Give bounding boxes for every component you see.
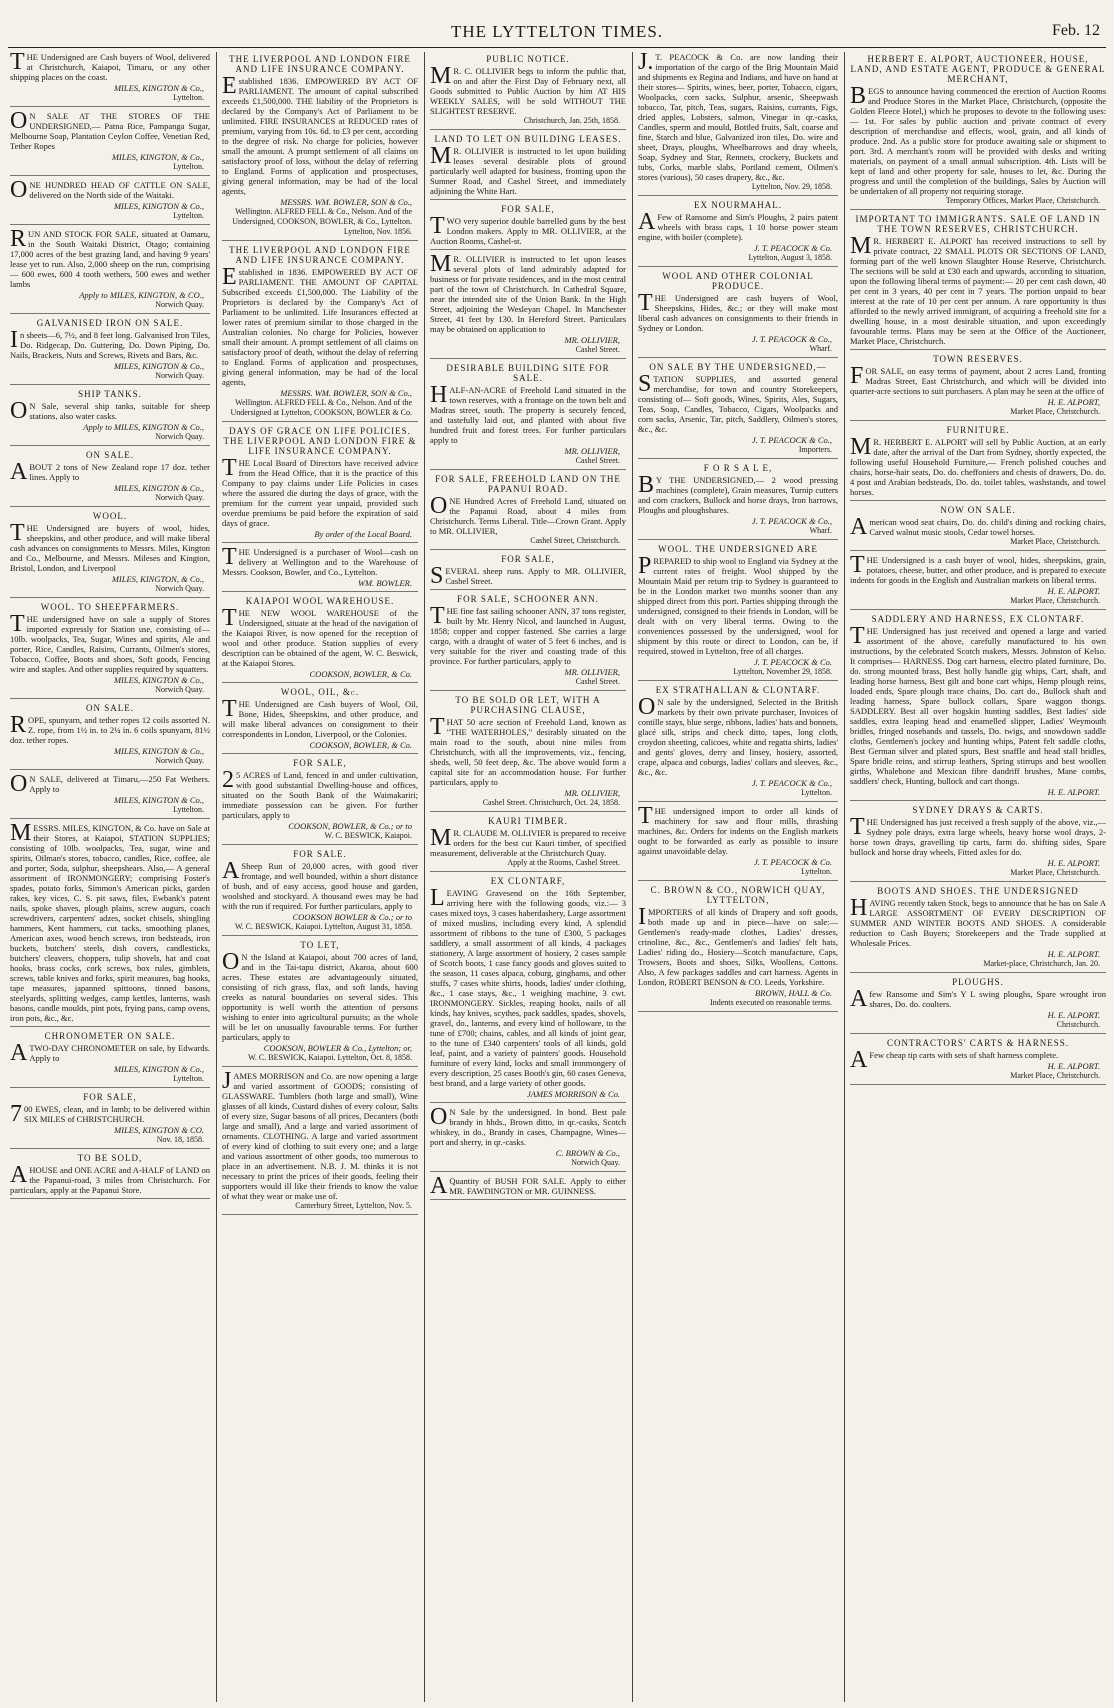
advertisement xyxy=(10,389,210,446)
ad-location: Canterbury Street, Lyttelton, Nov. 5. xyxy=(295,1201,412,1210)
ad-signature: COOKSON, BOWLER, & Co. xyxy=(309,669,412,679)
ad-heading: SADDLERY AND HARNESS, EX CLONTARF. xyxy=(871,614,1085,624)
ad-heading: LAND TO LET ON BUILDING LEASES. xyxy=(434,134,622,144)
advertisement xyxy=(638,271,838,358)
ad-location: Norwich Quay. xyxy=(155,493,204,502)
ad-heading: CHRONOMETER ON SALE. xyxy=(44,1031,176,1041)
ad-body: STATION SUPPLIES, and assorted general merchandise, for town and country Storekeepers, consisting of— Soft goods, Wines, Spirits, Ales, Sugars, Teas, Soap, Candles, Tobacco, Cigars, Woolpacks and corn sacks, Arsenic, Tar, pitch, Saddlery, Oilmen's stores, &c., &c. xyxy=(638,371,838,434)
ad-body: THE Undersigned are Cash buyers of Wool, delivered at Christchurch, Kaiapoi, Timaru, or any other shipping places on the coast. xyxy=(10,52,210,82)
ad-body: Established in 1836. EMPOWERED BY ACT OF PARLIAMENT. THE AMOUNT OF CAPITAL Subscribed exceeds £1,500,000. The Liability of the Proprietors is declared by the Company's Act of Parliament to be unlimited. Life Insurances effected at lower rates of premium similar to those charged in the Australian colonies. No charge for Policies, however small their amount. A prompt settlement of all claims on satisfactory proof of death, without the delay of referring to England. Forms of application and prospectuses, giving general information, may be had of the local agents, xyxy=(222,264,418,387)
ad-location: Christchurch, Jan. 25th, 1858. xyxy=(523,116,620,125)
ad-body: ONE Hundred Acres of Freehold Land, situated on the Papanui Road, about 4 miles from Christchurch. Terms Liberal. Title—Crown Grant. Apply to MR. OLLIVIER, xyxy=(430,493,626,536)
ad-location: Norwich Quay. xyxy=(571,1158,620,1167)
ad-signature: J. T. PEACOCK & Co., xyxy=(751,778,832,788)
ad-heading: FOR SALE, xyxy=(293,758,347,768)
advertisement xyxy=(222,849,418,936)
ad-body: THE Undersigned is a purchaser of Wool—cash on delivery at Wellington and to the Warehouse of Messrs. Cookson, Bowler, and Co., Lyttelton. xyxy=(222,544,418,577)
ad-body: PREPARED to ship wool to England via Sydney at the current rates of freight. Wool shipped by the Mountain Maid per return trip to Sydney is guaranteed to be in the London market two months sooner than any shipped direct from this port. Parties shipping through the undersigned, consigned to their friends in London, will be dealt with on very liberal terms. Owing to the conveniences possessed by the undersigned, wool for shipment by this route or direct to London, can be, if required, stowed in Lyttelton, free of all charges. xyxy=(638,553,838,656)
ad-location: W. C. BESWICK, Kaiapoi. Lyttelton, August 31, 1858. xyxy=(234,922,412,931)
ad-heading: WOOL. xyxy=(92,511,128,521)
ad-signature: MR. OLLIVIER, xyxy=(564,335,620,345)
ad-signature: MESSRS. WM. BOWLER, SON & Co., xyxy=(280,197,412,207)
advertisement xyxy=(222,426,418,543)
advertisement xyxy=(10,318,210,385)
advertisement xyxy=(850,505,1106,551)
issue-date: Feb. 12 xyxy=(1052,22,1100,39)
ad-body: HALF-AN-ACRE of Freehold Land situated in the town reserves, with a frontage on the town belt and Madras street, south. The property is securely fenced, and tastefully laid out, and planted with about five hundred fruit and forest trees. For further particulars apply to xyxy=(430,382,626,445)
ad-heading: THE LIVERPOOL AND LONDON FIRE AND LIFE INSURANCE COMPANY. xyxy=(229,245,411,265)
ad-location: Lyttelton. xyxy=(173,162,204,171)
ad-signature: MILES, KINGTON & Co., xyxy=(113,483,204,493)
ad-body: ASheep Run of 20,000 acres, with good river frontage, and well bounded, within a short distance of bush, and of easy access, good house and garden, woolshed and stockyard. A thousand ewes may be had with the run if required. For further particulars, apply to xyxy=(222,858,418,911)
ad-body: IMPORTERS of all kinds of Drapery and soft goods, both made up and in piece—have on sale:— Gentlemen's ready-made clothes, Ladies' dresses, crinoline, &c., &c., Gentlemen's and ladies' felt hats, Ladies' riding do., Hosiery—Scotch manufacture, Caps, Trowsers, Boots and shoes, Silks, Woollens, Cottons. Also, A few packages saddles and cart harness. Agents in London, ROBERT BENSON & CO. Leeds, Yorkshire. xyxy=(638,904,838,987)
advertisement xyxy=(10,450,210,507)
ad-body: THE undersigned have on sale a supply of Stores imported expressly for Station use, consisting of— 10lb. woolpacks, Tea, Sugar, Wines and spirits, Ale and porter, Rice, Candles, Raisins, Currants, Oilmen's stores, Tobacco, Coffee, Boots and shoes, Soft goods, Fencing wire and staples. And other supplies required by squatters. xyxy=(10,611,210,674)
ad-location: Lyttelton. xyxy=(173,805,204,814)
ad-heading: FOR SALE, FREEHOLD LAND ON THE PAPANUI ROAD. xyxy=(435,474,621,494)
advertisement xyxy=(850,214,1106,350)
ad-signature: MILES, KINGTON, & Co., xyxy=(111,574,204,584)
ad-body: THE Undersigned are Cash buyers of Wool, Oil, Bone, Hides, Sheepskins, and other produce, and will make liberal advances on consignment to their correspondents in London, Liverpool, or the Colonies. xyxy=(222,696,418,739)
ad-heading: PLOUGHS. xyxy=(952,977,1004,987)
advertisement xyxy=(222,758,418,845)
ad-body: ATWO-DAY CHRONOMETER on sale, by Edwards. Apply to xyxy=(10,1040,210,1066)
ad-body: MR. CLAUDE M. OLLIVIER is prepared to receive orders for the best cut Kauri timber, of specified measurement, deliverable at the Christchurch Quay. xyxy=(430,825,626,858)
ad-heading: EX CLONTARF, xyxy=(490,876,566,886)
ad-location: W. C. BESWICK, Kaiapoi. xyxy=(324,831,412,840)
ad-heading: C. BROWN & CO., NORWICH QUAY, LYTTELTON, xyxy=(650,885,826,905)
ad-signature: Apply to MILES, KINGTON & Co., xyxy=(83,422,204,432)
column-divider xyxy=(216,52,217,1702)
advertisement xyxy=(222,687,418,754)
ad-signature: MILES, KINGTON, & Co., xyxy=(111,152,204,162)
ad-signature: MR. OLLIVIER, xyxy=(564,446,620,456)
advertisement xyxy=(10,820,210,1027)
ad-heading: DAYS OF GRACE ON LIFE POLICIES. THE LIVERPOOL AND LONDON FIRE & LIFE INSURANCE COMPANY. xyxy=(223,426,417,456)
ad-heading: HERBERT E. ALPORT, AUCTIONEER, HOUSE, LAND, AND ESTATE AGENT, PRODUCE & GENERAL MERCHANT, xyxy=(850,54,1106,84)
advertisement xyxy=(850,614,1106,801)
advertisement xyxy=(850,354,1106,421)
advertisement xyxy=(850,54,1106,210)
ad-signature: H. E. ALPORT. xyxy=(1047,1010,1100,1020)
ad-body: THE Local Board of Directors have received advice from the Head Office, that it is the practice of this Company to pay claims under Life Policies in cases where the assured die during the days of grace, with the premium for the current year unpaid, provided such overdue premiums be paid before the expiration of said days of grace. xyxy=(222,455,418,528)
advertisement xyxy=(430,816,626,872)
ad-body: SEVERAL sheep runs. Apply to MR. OLLIVIER, Cashel Street. xyxy=(430,563,626,589)
ad-signature: COOKSON, BOWLER & Co., Lyttelton; or, xyxy=(263,1043,412,1053)
advertisement xyxy=(222,940,418,1067)
ad-heading: PUBLIC NOTICE. xyxy=(486,54,570,64)
ad-heading: TO BE SOLD OR LET, WITH A PURCHASING CLAUSE, xyxy=(455,695,601,715)
ad-body: ON sale by the undersigned, Selected in the British markets by their own private purchaser, Invoices of contille stays, blue serge, ribbons, ladies' hats and bonnets, glacé silk, strips and check ditto, tapes, long cloth, croydon sheeting, calicoes, white and regatta shirts, ladies' and gents' gloves, derry and linsey, hosiery, assorted, crape, alpaca and coburgs, ladies' collars and sleeves, &c., &c., &c. xyxy=(638,694,838,777)
advertisement xyxy=(638,803,838,881)
advertisement xyxy=(850,805,1106,882)
ad-signature: J. T. PEACOCK & Co. xyxy=(754,857,832,867)
ad-heading: EX NOURMAHAL. xyxy=(694,200,782,210)
ad-location: Cashel Street. xyxy=(575,456,620,465)
advertisement xyxy=(222,544,418,592)
advertisement xyxy=(638,685,838,802)
ad-signature: J. T. PEACOCK & Co., xyxy=(751,516,832,526)
ad-signature: COOKSON, BOWLER, & Co. xyxy=(309,740,412,750)
ad-location: Lyttelton, November 29, 1858. xyxy=(733,667,832,676)
ad-signature: By order of the Local Board. xyxy=(314,529,412,539)
ad-body: TWO very superior double barrelled guns by the best London makers. Apply to MR. OLLIVIER, at the Auction Rooms, Cashel-st. xyxy=(430,213,626,246)
ad-location: Norwich Quay. xyxy=(155,371,204,380)
ad-signature: MILES, KINGTON & Co., xyxy=(113,675,204,685)
ad-location: Temporary Offices, Market Place, Christchurch. xyxy=(945,196,1100,205)
ad-body: THE Undersigned are cash buyers of Wool, Sheepskins, Hides, &c.; or they will make most liberal cash advances on consignments to their friends in Sydney or London. xyxy=(638,290,838,333)
ad-location: Norwich Quay. xyxy=(155,756,204,765)
ad-signature: C. BROWN & Co., xyxy=(555,1148,620,1158)
advertisement xyxy=(10,1031,210,1088)
ad-body: In sheets—6, 7½, and 8 feet long. Galvanised Iron Tiles, Do. Ridgecap, Do. Guttering, Do. Down Piping, Do. Nails, Brackets, Nuts and Screws, Rivets and Bars, &c. xyxy=(10,327,210,360)
ad-location: Market Place, Christchurch. xyxy=(1010,596,1100,605)
advertisement xyxy=(430,1173,626,1200)
ad-body: ON Sale by the undersigned. In bond. Best pale brandy in hhds., Brown ditto, in qr.-casks, Scotch whiskey, in do., Brandy in cases, Champagne, Wines—port and sherry, in qr.-casks. xyxy=(430,1104,626,1147)
ad-location: Indents executed on reasonable terms. xyxy=(710,998,832,1007)
ad-body: THE NEW WOOL WAREHOUSE of the Undersigned, situate at the head of the navigation of the Kaiapoi River, is now opened for the reception of wool and other produce. Station supplies of every description can be obtained of the agent, W. C. Beswick, at the Kaiapoi Stores. xyxy=(222,605,418,668)
ad-location: Norwich Quay. xyxy=(155,584,204,593)
advertisement xyxy=(222,54,418,241)
advertisement xyxy=(850,1038,1106,1085)
ad-heading: NOW ON SALE. xyxy=(940,505,1016,515)
ad-location: Wellington. ALFRED FELL & Co., Nelson. And of the Undersigned at Lyttelton, COOKSON, BOWLER & Co. xyxy=(230,398,412,417)
ad-signature: MILES, KINGTON & Co., xyxy=(113,1064,204,1074)
ad-signature: J. T. PEACOCK & Co. xyxy=(754,243,832,253)
ad-signature: J. T. PEACOCK & Co., xyxy=(751,435,832,445)
advertisement xyxy=(430,1104,626,1172)
ad-heading: TOWN RESERVES. xyxy=(933,354,1023,364)
ad-heading: DESIRABLE BUILDING SITE FOR SALE. xyxy=(446,363,610,383)
ad-body: MR. HERBERT E. ALPORT will sell by Public Auction, at an early date, after the arrival of the Dart from Sydney, shortly expected, the following useful Household Furniture,— French polished couches and chairs, horse-hair seats, Do. do. cheffoniers and chests of drawers, Do. do. 4 post and Arabian bedsteads, Do. do. toilet tables, washstands, and towel horses. xyxy=(850,434,1106,497)
advertisement xyxy=(10,177,210,225)
advertisement xyxy=(222,245,418,422)
ad-location: Apply at the Rooms, Cashel Street. xyxy=(507,858,620,867)
ad-location: Cashel Street. Christchurch, Oct. 24, 1858. xyxy=(482,798,620,807)
ad-heading: WOOL. THE UNDERSIGNED ARE xyxy=(658,544,818,554)
ad-signature: H. E. ALPORT. xyxy=(1047,586,1100,596)
ad-location: Lyttelton. xyxy=(173,1074,204,1083)
column-4 xyxy=(638,52,838,1702)
advertisement xyxy=(10,771,210,819)
ad-heading: FOR SALE, SCHOONER ANN. xyxy=(457,594,599,604)
ad-heading: FURNITURE. xyxy=(946,425,1010,435)
advertisement xyxy=(638,544,838,681)
ad-body: 700 EWES, clean, and in lamb; to be delivered within SIX MILES of CHRISTCHURCH. xyxy=(10,1101,210,1127)
ad-heading: FOR SALE, xyxy=(501,204,555,214)
ad-body: MR. OLLIVIER is instructed to let upon leases several plots of land admirably adapted for business or for private residences, and in the most central part of the town of Christchurch. In Cathedral Square, near the intended site of the Union Bank. In the High Street, adjoining the Wesleyan Chapel. In Manchester Street, 41 feet by 130. In Hereford Street. Particulars may be obtained on application to xyxy=(430,251,626,334)
ad-location: Lyttelton. xyxy=(801,867,832,876)
ad-signature: MILES, KINGTON & Co., xyxy=(113,361,204,371)
ad-location: W. C. BESWICK, Kaiapoi. Lyttelton, Oct. 8, 1858. xyxy=(248,1053,412,1062)
ad-signature: H. E. ALPORT. xyxy=(1047,1061,1100,1071)
advertisement xyxy=(638,200,838,267)
advertisement xyxy=(638,52,838,196)
ad-heading: SYDNEY DRAYS & CARTS. xyxy=(912,805,1044,815)
advertisement xyxy=(10,1153,210,1199)
column-3 xyxy=(430,52,626,1702)
ad-signature: MILES, KINGTON & CO. xyxy=(114,1125,204,1135)
ad-heading: THE LIVERPOOL AND LONDON FIRE AND LIFE INSURANCE COMPANY. xyxy=(229,54,411,74)
ad-body: AFew of Ransome and Sim's Ploughs, 2 pairs patent wheels with brass caps, 1 10 horse power steam engine, with boiler (complete). xyxy=(638,209,838,242)
ad-body: ON SALE AT THE STORES OF THE UNDERSIGNED,— Patna Rice, Pampanga Sugar, Melbourne Soap, Plantation Ceylon Coffee, Venetian Red, Tether Ropes xyxy=(10,108,210,151)
ad-signature: WM. BOWLER. xyxy=(357,578,412,588)
ad-signature: MILES, KINGTON & Co., xyxy=(113,746,204,756)
ad-body: AHOUSE and ONE ACRE and A-HALF of LAND on the Papanui-road, 3 miles from Christchurch. For particulars, apply at the Papanui Store. xyxy=(10,1162,210,1195)
ad-heading: WOOL. TO SHEEPFARMERS. xyxy=(40,602,180,612)
ad-body: LEAVING Gravesend on the 16th September, arriving here with the following goods, viz.:— 3 cases mixed toys, 3 cases haberdashery, Large assortment of mixed muslins, including every kind, A splendid assortment of ribbons to the tune of £300, 5 packages saddlery, a small assortment of all kinds, 4 packages stationery, A large assortment of hosiery, 2 cases sample of Scotch boots, 1 case fancy goods and gloves suited to the season, 11 cases alpaca, coburg, ginghams, and other stuffs, 7 cases white shirts, hoods, ladies' under clothing, &c., 1 case stays, &c., 1 weighing machine, 3 cwt. IRONMONGERY. Sickles, reaping hooks, nails of all kinds, hay knives, scythes, pack saddles, spades, shovels, gravel, do., lanterns, and every kind of holloware, to the tune of £700; chains, cables, and all kinds of joint gear, to the tune of £340 carpenters' tools of all kinds, gold leaf, paint, and a variety of painters' goods. Household furniture of every kind, locks and small ironmongery of every description, 25 cases Booth's gin, 60 cases Geneva, best brand, and a large variety of other goods. xyxy=(430,885,626,1088)
ad-signature: J. T. PEACOCK & Co. xyxy=(754,657,832,667)
ad-heading: BOOTS AND SHOES. THE UNDERSIGNED xyxy=(877,886,1079,896)
ad-signature: H. E. ALPORT, xyxy=(1047,397,1100,407)
ad-heading: ON SALE. xyxy=(86,703,134,713)
ad-signature: H. E. ALPORT. xyxy=(1047,787,1100,797)
ad-body: Established 1836. EMPOWERED BY ACT OF PARLIAMENT. The amount of capital subscribed exceeds £1,500,000. THE liability of the Proprietors is declared by the Company's Act of Parliament to be unlimited. FIRE INSURANCES at REDUCED rates of premium, varying from 10s. 6d. to £3 per cent, according to the degree of risk. No charge for policies, however small the amount. A prompt settlement of all claims on satisfactory proof of loss, without the delay of referring to England. Forms of application and prospectuses, giving general information, may be had of the local agents, xyxy=(222,73,418,196)
column-2 xyxy=(222,52,418,1702)
advertisement xyxy=(850,552,1106,610)
ad-location: Norwich Quay. xyxy=(155,432,204,441)
ad-heading: WOOL, OIL, &c. xyxy=(280,687,360,697)
column-5 xyxy=(850,52,1106,1702)
ad-signature: COOKSON BOWLER & Co.; or to xyxy=(292,912,412,922)
ad-location: Market Place, Christchurch. xyxy=(1010,868,1100,877)
ad-signature: COOKSON, BOWLER, & Co.; or to xyxy=(288,821,412,831)
ad-heading: F O R S A L E, xyxy=(703,463,773,473)
advertisement xyxy=(430,54,626,130)
ad-signature: MILES, KINGTON & Co., xyxy=(113,795,204,805)
ad-body: MESSRS. MILES, KINGTON, & Co. have on Sale at their Stores, at Kaiapoi, STATION SUPPLIES; consisting of 10lb. woolpacks, Tea, sugar, wine and spirits, Oilman's stores, tobacco, candles, Rice, coffee, ale and porter, Soda, sulphur, sheepshears. Also,— A general assortment of IRONMONGERY; comprising Foster's spades, potato forks, Simmon's American picks, garden rakes, key vices, C. S. pit saws, files, Ewbank's patent nails, spoke shaves, plough plains, screw augurs, coach screwdrivers, carpenters' adzes, socket chisels, shingling hammers, Kent hammers, cut tacks, smoothing planes, American axes, wood bench screws, iron bedsteads, iron buckets, butchers' steels, dish covers, candlesticks, butchers' cleavers, choppers, tulip shovels, hat and coat hooks, brass cocks, cork screws, box rules, gimblets, screws, table knives and forks, spirit measures, bag hooks, tape measures, japanned spittoons, tinned basons, steelyards, splitting wedges, camp kettles, lanterns, wash basons, candle moulds, pint pots, frying pans, camp ovens, iron pots, &c., &c. xyxy=(10,820,210,1023)
advertisement xyxy=(222,596,418,683)
advertisement xyxy=(638,362,838,459)
advertisement xyxy=(430,695,626,812)
ad-location: Cashel Street. xyxy=(575,677,620,686)
ad-location: Market Place, Christchurch. xyxy=(1010,407,1100,416)
ad-body: Afew Ransome and Sim's Y L swing ploughs, Spare wrought iron shares, Do. do. coulters. xyxy=(850,986,1106,1012)
column-divider xyxy=(632,52,633,1702)
ad-signature: BROWN, HALL & Co. xyxy=(754,988,832,998)
ad-heading: CONTRACTORS' CARTS & HARNESS. xyxy=(887,1038,1069,1048)
ad-body: THE Undersigned is a cash buyer of wool, hides, sheepskins, grain, potatoes, cheese, butter, and other produce, and is prepared to execute indents for goods in the English and Australian markets on liberal terms. xyxy=(850,552,1106,585)
advertisement xyxy=(430,363,626,470)
ad-body: MR. C. OLLIVIER begs to inform the public that, on and after the First Day of February next, all Goods submitted to Public Auction by him AT HIS WEEKLY SALES, will be sold WITHOUT THE SLIGHTEST RESERVE. xyxy=(430,63,626,116)
ad-signature: Apply to MILES, KINGTON, & CO., xyxy=(79,290,204,300)
advertisement xyxy=(638,885,838,1012)
ad-location: Lyttelton. xyxy=(173,211,204,220)
advertisement xyxy=(10,226,210,314)
ad-body: FOR SALE, on easy terms of payment, about 2 acres Land, fronting Madras Street, East Christchurch, and which will be divided into quarter-acre sections to suit purchasers. A plan may be seen at the office of xyxy=(850,363,1106,396)
ad-signature: MILES, KINGTON & Co., xyxy=(113,201,204,211)
ad-body: MR. OLLIVIER is instructed to let upon building leases several desirable plots of ground particularly well adapted for business, fronting upon the Sumner Road, and Cashel Street, and immediately adjoining the White Hart. xyxy=(430,143,626,196)
advertisement xyxy=(10,602,210,699)
newspaper-title: THE LYTTELTON TIMES. xyxy=(450,22,664,41)
ad-body: MR. HERBERT E. ALPORT has received instructions to sell by private contract, 22 SMALL PLOTS OR SECTIONS OF LAND, forming part of the well known Slaughter House Reserve, Christchurch. The sections will be sold at £30 each and upwards, according to situation, upon the following liberal terms of payment:— 20 per cent cash down, 40 per cent in 3 years, 40 per cent in 7 years. The portion unpaid to bear interest at the rate of 10 per cent per annum. A rare opportunity is thus afforded to the newly arrived immigrant, of acquiring a freehold site for a dwelling house, in a most desirable situation, and upon exceedingly favourable terms. Plans may be seen at the Office of the Auctioneer, Market Place, Christchurch. xyxy=(850,233,1106,346)
column-divider xyxy=(844,52,845,1702)
ad-location: Norwich Quay. xyxy=(155,685,204,694)
ad-body: HAVING recently taken Stock, begs to announce that he has on Sale A LARGE ASSORTMENT OF EVERY DESCRIPTION OF SUMMER AND WINTER BOOTS AND SHOES. A considerable reduction to Cash Buyers; Storekeepers and the Trade supplied at Wholesale Prices. xyxy=(850,895,1106,948)
ad-body: AQuantity of BUSH FOR SALE. Apply to either MR. FAWDINGTON or MR. GUINNESS. xyxy=(430,1173,626,1199)
ad-location: Lyttelton, August 3, 1858. xyxy=(748,253,832,262)
advertisement xyxy=(10,703,210,770)
advertisement xyxy=(430,594,626,691)
ad-body: THE Undersigned are buyers of wool, hides, sheepskins, and other produce, and will make liberal cash advances on consignments to Messrs. Miles, Kington and Co., Melbourne, and Messrs. Mileses and Kington, Bristol, London, and Liverpool xyxy=(10,520,210,573)
ad-location: Market-place, Christchurch, Jan. 20. xyxy=(983,959,1100,968)
advertisement xyxy=(850,886,1106,973)
ad-body: ROPE, spunyarn, and tether ropes 12 coils assorted N. Z. rope, from 1½ in. to 2¼ in. 6 coils spunyarn, 81½ doz. tether ropes. xyxy=(10,712,210,745)
ad-signature: MR. OLLIVIER, xyxy=(564,667,620,677)
ad-body: THE undersigned import to order all kinds of machinery for saw and flour mills, thrashing machines, &c. Orders for indents on the English markets ought to be forwarded as early as possible to insure against unavoidable delay. xyxy=(638,803,838,856)
advertisement xyxy=(10,511,210,598)
ad-signature: J. T. PEACOCK & Co., xyxy=(751,334,832,344)
ad-body: AFew cheap tip carts with sets of shaft harness complete. xyxy=(850,1047,1059,1073)
ad-location: Wellington. ALFRED FELL & Co., Nelson. And of the Undersigned, COOKSON, BOWLER, & Co., Lyttelton. Lyttelton, Nov. 1856. xyxy=(232,207,412,236)
ad-location: Nov. 18, 1858. xyxy=(156,1135,204,1144)
ad-signature: MR. OLLIVIER, xyxy=(564,788,620,798)
ad-signature: MESSRS. WM. BOWLER, SON & Co., xyxy=(280,388,412,398)
ad-heading: FOR SALE, xyxy=(83,1092,137,1102)
ad-body: ON Sale, several ship tanks, suitable for sheep stations, also water casks. xyxy=(10,398,210,424)
ad-heading: FOR SALE, xyxy=(501,554,555,564)
advertisement xyxy=(430,134,626,200)
ad-body: ONE HUNDRED HEAD OF CATTLE ON SALE, delivered on the North side of the Waitaki. xyxy=(10,177,210,203)
advertisement xyxy=(638,463,838,540)
ad-heading: SHIP TANKS. xyxy=(78,389,142,399)
ad-location: Wharf. xyxy=(809,344,832,353)
advertisement xyxy=(850,977,1106,1034)
ad-heading: EX STRATHALLAN & CLONTARF. xyxy=(655,685,821,695)
ad-signature: JAMES MORRISON & Co. xyxy=(526,1089,620,1099)
ad-body: RUN AND STOCK FOR SALE, situated at Oamaru, in the South Waitaki District, Otago; containing 17,000 acres of the best grazing land, and having 9 years' lease yet to run. Also, 2,000 sheep on the run, comprising— 600 ewes, 600 4 tooth wethers, 500 ewes and wether lambs xyxy=(10,226,210,289)
ad-body: JAMES MORRISON and Co. are now opening a large and varied assortment of GOODS; consisting of GLASSWARE. Tumblers (both large and small), Wine glasses of all kinds, Custard dishes of every colour, Salts of every size, Sugar basons of all prices, Decanters (both large and small), And a large and varied assortment of ornaments. CLOTHING. A large and varied assortment of every kind of clothing to suit every one; and a large and various assortment of other goods, too numerous to place in an advertisement. N.B. J. M. thinks it is not necessary to print the prices of their goods, feeling their supporters would ill like their friends to know the value of what they wear or make use of. xyxy=(222,1068,418,1201)
ad-signature: MILES, KINGTON & Co., xyxy=(113,83,204,93)
ad-location: Market Place, Christchurch. xyxy=(1010,1071,1100,1080)
ad-location: Norwich Quay. xyxy=(155,300,204,309)
ad-body: ON SALE, delivered at Timaru,—250 Fat Wethers. Apply to xyxy=(10,771,210,797)
ad-body: J.T. PEACOCK & Co. are now landing their importation of the cargo of the Brig Mountain Maid and shipments ex Regina and Indians, and have on hand at their stores— Spirits, wines, beer, porter, Tobacco, cigars, Woolpacks, corn sacks, Sulphur, arsenic, Sheepwash tobacco, Tar, pitch, Teas, sugars, Raisins, currants, Figs, dried apples, Lobsters, salmon, Vinegar in qr.-casks, Candles, sperm and mould, Bottled fruits, Salt, coarse and fine, Starch and blue, Galvanized iron tiles, Do. wire and sheet, Drays, ploughs, Wheelbarrows and dray wheels, Soap, Sydney and Star, Rennets, crockery, Buckets and tubs, Corks, marble slabs, Portland cement, Oilmen's stores (various), 50 cases drapery, &c., &c. xyxy=(638,52,838,182)
advertisement xyxy=(430,474,626,550)
ad-heading: GALVANISED IRON ON SALE. xyxy=(36,318,184,328)
ad-location: Cashel Street, Christchurch. xyxy=(530,536,620,545)
ad-body: THAT 50 acre section of Freehold Land, known as "THE WATERHOLES," desirably situated on the main road to the south, about nine miles from Christchurch, with all the improvements, viz., fencing, sheds, well, 50 feet deep, &c. The above would form a capital site for an accommodation house. For further particulars, apply to xyxy=(430,714,626,787)
ad-location: Wharf. xyxy=(809,526,832,535)
ad-body: THE Undersigned has just received a fresh supply of the above, viz.,— Sydney pole drays, extra large wheels, heavy horse wool drays, 2-horse town drays, gravelling tip carts, farm do. shifting sides, Spare bullock and horse dray wheels, Fitted axles for do. xyxy=(850,814,1106,857)
advertisement xyxy=(430,876,626,1103)
ad-body: ABOUT 2 tons of New Zealand rope 17 doz. tether lines. Apply to xyxy=(10,459,210,485)
ad-heading: ON SALE BY THE UNDERSIGNED,— xyxy=(649,362,827,372)
ad-body: BEGS to announce having commenced the erection of Auction Rooms and Produce Stores in the Market Place, Christchurch, (opposite the Golden Fleece Hotel,) which he proposes to devote to the following uses:— 1st. For sales by public auction and private contract of every description of merchandise and effects, wool, grain, and all kinds of produce. 2nd. As a public store for produce awaiting sale or shipment to port. 3rd. A merchant's room will be provided with desks and writing materials, on payment of a small annual subscription. 4th. Lists will be kept of land and other property for sale, houses to let, &c. During the progress and until the completion of the buildings, Sales by Auction will be undertaken of all property not requiring storage. xyxy=(850,83,1106,196)
advertisement xyxy=(10,108,210,176)
ad-heading: IMPORTANT TO IMMIGRANTS. SALE OF LAND IN THE TOWN RESERVES, CHRISTCHURCH. xyxy=(855,214,1101,234)
ad-heading: ON SALE. xyxy=(86,450,134,460)
advertisement xyxy=(430,251,626,359)
ad-body: American wood seat chairs, Do. do. child's dining and rocking chairs, Carved walnut music stools, Cedar towel horses. xyxy=(850,514,1106,540)
ad-body: BY THE UNDERSIGNED,— 2 wood pressing machines (complete), Grain measures, Turnip cutters and corn crackers, Bullock and horse drays, Iron harrows, Ploughs and ploughshares. xyxy=(638,472,838,515)
ad-heading: WOOL AND OTHER COLONIAL PRODUCE. xyxy=(662,271,814,291)
ad-heading: TO LET, xyxy=(300,940,340,950)
advertisement xyxy=(10,52,210,107)
ad-body: ON the Island at Kaiapoi, about 700 acres of land, and in the Tai-tapu district, Akaroa, about 600 acres. These estates are advantageously situated, consisting of rich grass, flax, and soft lands, having creeks as natural boundaries on several sides. This opportunity is well worth the attention of persons wishing to enter into agricultural pursuits; as the whole will be let on unusually favourable terms. For further particulars, apply to xyxy=(222,949,418,1042)
ad-signature: H. E. ALPORT. xyxy=(1047,858,1100,868)
advertisement xyxy=(850,425,1106,501)
ad-location: Market Place, Christchurch. xyxy=(1010,537,1100,546)
masthead-rule xyxy=(8,47,1106,48)
ad-location: Christchurch. xyxy=(1056,1020,1100,1029)
ad-heading: TO BE SOLD, xyxy=(77,1153,143,1163)
ad-location: Importers. xyxy=(798,445,832,454)
advertisement xyxy=(430,204,626,250)
ad-heading: KAURI TIMBER. xyxy=(488,816,568,826)
ad-location: Lyttelton, Nov. 29, 1858. xyxy=(751,182,832,191)
ad-location: Lyttelton. xyxy=(801,788,832,797)
masthead xyxy=(0,0,1114,46)
ad-body: 25 ACRES of Land, fenced in and under cultivation, with good substantial Dwelling-house and offices, situated on the South Bank of the Waimakariri; immediate possession can be given. For further particulars, apply to xyxy=(222,767,418,820)
advertisement xyxy=(10,1092,210,1149)
advertisement xyxy=(430,554,626,590)
ad-heading: FOR SALE. xyxy=(293,849,347,859)
advertisement xyxy=(222,1068,418,1215)
ad-heading: KAIAPOI WOOL WAREHOUSE. xyxy=(245,596,395,606)
ad-body: THE Undersigned has just received and opened a large and varied assortment of the above, carefully manufactured to his own instructions, by the celebrated Scotch makers, Messrs. Johnston of Kelso. It comprises— HARNESS. Dog cart harness, electro plated furniture, Do. do. strong mounted brass, Best holly handle gig whips, Cart, shaft, and leading horse harness, Best gilt and bone cart whips, Hemp plough reins, loaded ends, Spare plough trace chains, Do. cart do., Bullock shaft and leading harness, Spare bullock collars, Spare waggon thongs. SADDLERY. Best all over hogskin hunting saddles, Best ladies' side saddles, extra leaping head and enamelled slipper, Ladies' Weymouth bridles, fringed nosebands and tassels, Do. twigs, and snowdown saddle cloths, Gentlemen's jockey and hunting whips, Patent felt saddle cloths, Best German silver and plated spurs, Best snaffle and head stall bridles, Spare bridle reins, and stirrup leathers, Spring stirrups and best woollen girths, Whalebone and Mexican fibre dandriff brushes, Mane combs, saddlers' check, Hunting, bullock and cart thongs. xyxy=(850,623,1106,786)
ad-body: THE fine fast sailing schooner ANN, 37 tons register, built by Mr. Henry Nicol, and launched in August, 1858; copper and copper fastened. She carries a large cargo, with a draught of water of 5 feet 6 inches, and is very suitable for the river and coasting trade of this province. For further particulars, apply to xyxy=(430,603,626,666)
column-divider xyxy=(424,52,425,1702)
ad-location: Cashel Street. xyxy=(575,345,620,354)
column-1 xyxy=(10,52,210,1702)
ad-signature: H. E. ALPORT. xyxy=(1047,949,1100,959)
ad-location: Lyttelton. xyxy=(173,93,204,102)
